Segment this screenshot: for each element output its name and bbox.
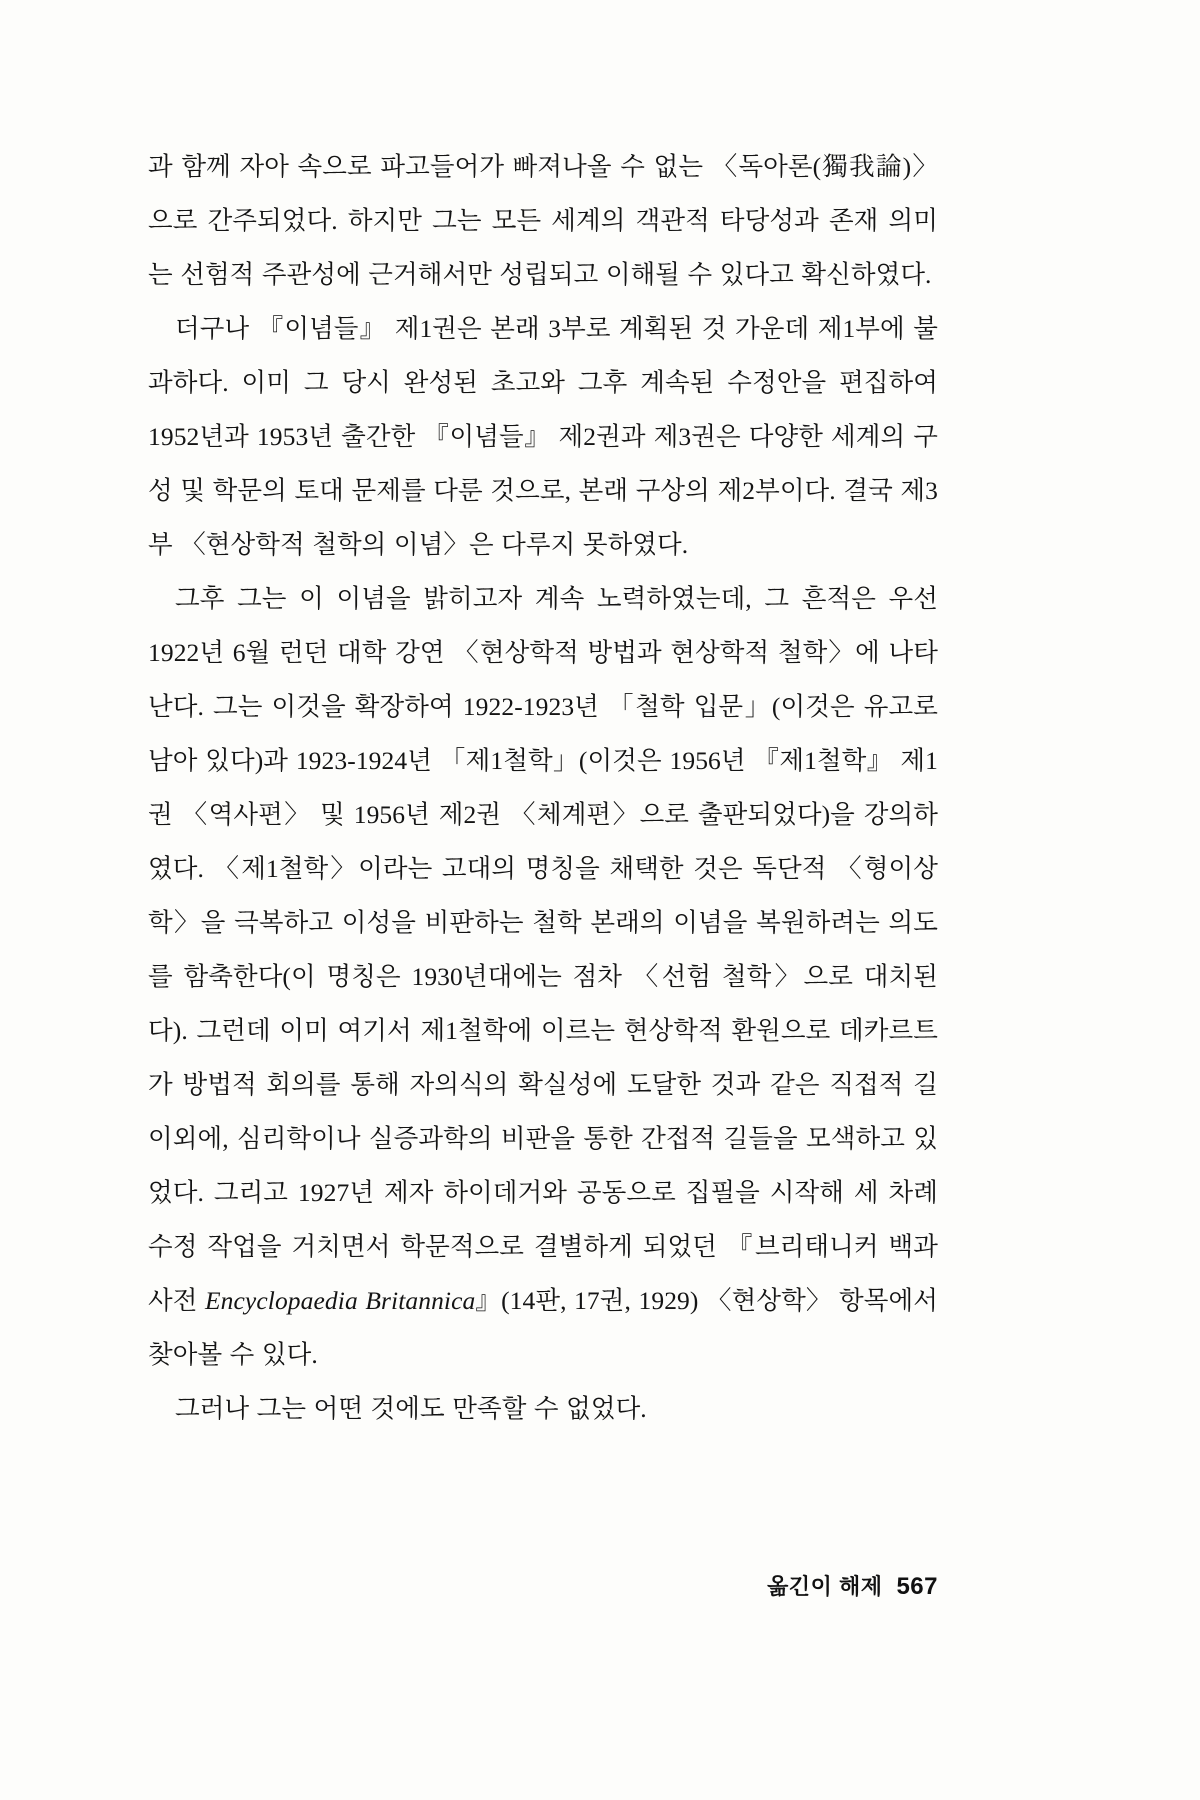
page-number: 567: [896, 1573, 938, 1600]
paragraph-3-text-after-italic: 』(14판, 17권, 1929) 〈현상학〉 항목에서 찾아볼 수 있다.: [148, 1286, 938, 1369]
body-text-block: [148, 140, 938, 1436]
book-title-italic: Encyclopaedia Britannica: [204, 1286, 476, 1315]
paragraph-3-text-before-italic: 그후 그는 이 이념을 밝히고자 계속 노력하였는데, 그 흔적은 우선 1922년 6월 런던 대학 강연 〈현상학적 방법과 현상학적 철학〉에 나타난다. 그는 이것을 확장하여 1922-1923년 「철학 입문」(이것은 유고로 남아 있다)과 1923-1924년 「제1철학」(이것은 1956년 『제1철학』 제1권 〈역사편〉 및 1956년 제2권 〈체계편〉으로 출판되었다)을 강의하였다. 〈제1철학〉이라는 고대의 명칭을 채택한 것은 독단적 〈형이상학〉을 극복하고 이성을 비판하는 철학 본래의 이념을 복원하려는 의도를 함축한다(이 명칭은 1930년대에는 점차 〈선험 철학〉으로 대치된다). 그런데 이미 여기서 제1철학에 이르는 현상학적 환원으로 데카르트가 방법적 회의를 통해 자의식의 확실성에 도달한 것과 같은 직접적 길 이외에, 심리학이나 실증과학의 비판을 통한 간접적 길들을 모색하고 있었다. 그리고 1927년 제자 하이데거와 공동으로 집필을 시작해 세 차례 수정 작업을 거치면서 학문적으로 결별하게 되었던 『브리태니커 백과사전: [148, 584, 938, 1315]
paragraph-1: 과 함께 자아 속으로 파고들어가 빠져나올 수 없는 〈독아론(獨我論)〉으로 간주되었다. 하지만 그는 모든 세계의 객관적 타당성과 존재 의미는 선험적 주관성에 근거해서만 성립되고 이해될 수 있다고 확신하였다.: [148, 152, 938, 289]
paragraph-3: [148, 572, 938, 1382]
paragraph-2: 더구나 『이념들』 제1권은 본래 3부로 계획된 것 가운데 제1부에 불과하다. 이미 그 당시 완성된 초고와 그후 계속된 수정안을 편집하여 1952년과 1953년 출간한 『이념들』 제2권과 제3권은 다양한 세계의 구성 및 학문의 토대 문제를 다룬 것으로, 본래 구상의 제2부이다. 결국 제3부 〈현상학적 철학의 이념〉은 다루지 못하였다.: [148, 314, 938, 559]
page-footer: [148, 1570, 938, 1601]
paragraph-4: 그러나 그는 어떤 것에도 만족할 수 없었다.: [175, 1394, 647, 1423]
footer-label: 옮긴이 해제: [767, 1574, 883, 1599]
